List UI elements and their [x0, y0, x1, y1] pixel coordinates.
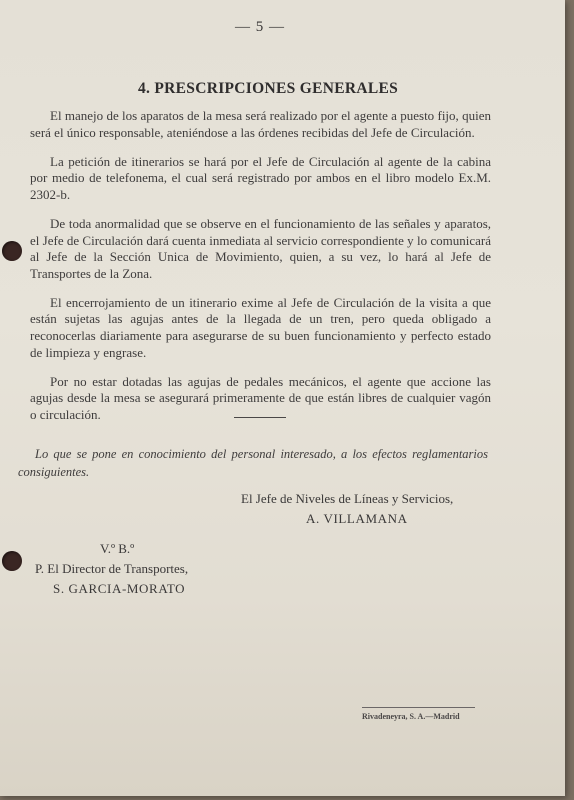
- page-number: — 5 —: [235, 19, 285, 35]
- printer-imprint: Rivadeneyra, S. A.—Madrid: [362, 707, 475, 721]
- paragraph: La petición de itinerarios se hará por el Jefe de Circulación al agente de la cabina por medio de telefonema, el cual será registrado por ambos en el libro modelo Ex.M. 2302-b.: [30, 153, 491, 202]
- punch-hole: [2, 241, 22, 261]
- approval-mark: V.º B.º: [100, 541, 135, 556]
- section-divider: [234, 417, 286, 418]
- signatory-title: P. El Director de Transportes,: [35, 561, 189, 576]
- section-title: 4. PRESCRIPCIONES GENERALES: [138, 80, 399, 97]
- signatory-title: El Jefe de Niveles de Líneas y Servicios,: [241, 491, 454, 506]
- signature-block-right: [230, 489, 500, 529]
- notice-text: Lo que se pone en conocimiento del personal interesado, a los efectos reglamentarios consiguientes.: [18, 447, 488, 479]
- paragraph: El encerrojamiento de un itinerario exime al Jefe de Circulación de la visita a que están sujetas las agujas antes de la llegada de un tren, pero queda obligado a reconocerlas diariamente para asegurarse de su buen funcionamiento y perfecto estado de limpieza y engrase.: [30, 294, 491, 360]
- paragraph: De toda anormalidad que se observe en el funcionamiento de las señales y aparatos, el Jefe de Circulación dará cuenta inmediata al servicio correspondiente y lo comunicará al Jefe de la Sección Unica de Movimiento, quien, a su vez, lo hará al Jefe de Transportes de la Zona.: [30, 215, 491, 281]
- body-text: [30, 108, 491, 436]
- paragraph: El manejo de los aparatos de la mesa será realizado por el agente a puesto fijo, quien será el único responsable, ateniéndose a las órdenes recibidas del Jefe de Circulación.: [30, 108, 491, 140]
- signatory-name: A. VILLAMANA: [306, 511, 408, 526]
- signatory-name: S. GARCIA-MORATO: [53, 581, 186, 596]
- paragraph: Por no estar dotadas las agujas de pedales mecánicos, el agente que accione las agujas desde la mesa se asegurará primeramente de que están libres de cualquier vagón o circulación.: [30, 373, 491, 422]
- signature-block-left: [35, 539, 285, 599]
- punch-hole: [2, 551, 22, 571]
